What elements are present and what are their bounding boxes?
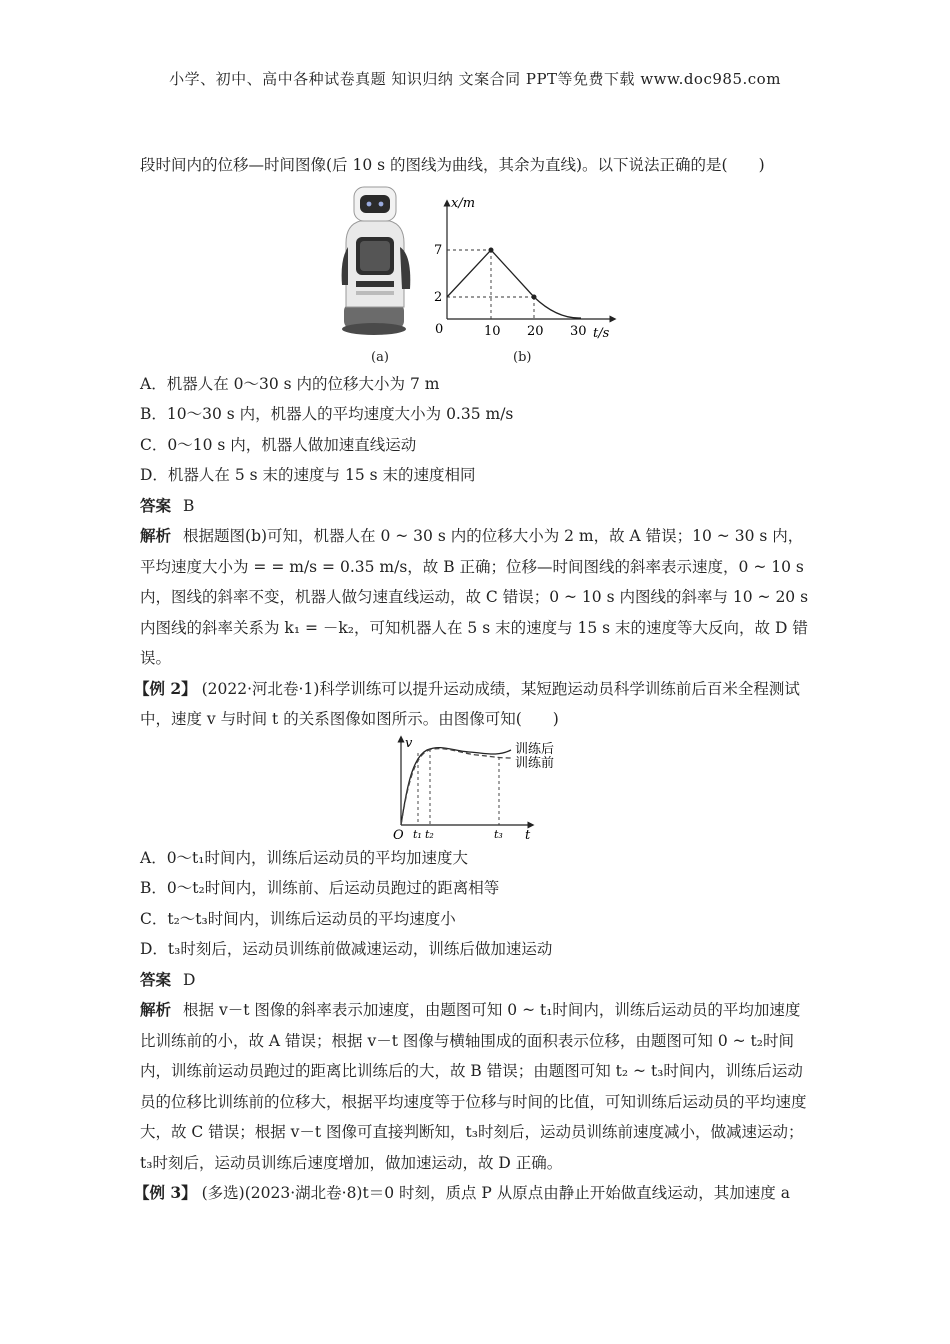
t2-label: t₂ (425, 827, 434, 841)
vt-graph (393, 735, 573, 843)
q2-option-d: D．t₃时刻后，运动员训练前做减速运动，训练后做加速运动 (140, 940, 553, 958)
y-axis-label: x/m (451, 195, 476, 211)
q1-figure (140, 183, 812, 365)
point-10-7 (489, 247, 494, 252)
q1-option-a: A．机器人在 0～30 s 内的位移大小为 7 m (140, 374, 440, 393)
q2-option-a: A．0～t₁时间内，训练后运动员的平均加速度大 (140, 848, 468, 867)
t3-label: t₃ (494, 827, 503, 841)
q1-option-b: B．10～30 s 内，机器人的平均速度大小为 0.35 m/s (140, 405, 514, 423)
q2-option-c: C．t₂～t₃时间内，训练后运动员的平均速度小 (140, 909, 456, 928)
caption-b: (b) (513, 349, 532, 365)
x-tick-20: 20 (527, 323, 544, 339)
q1-answer (140, 491, 812, 522)
q3-stem-text: (多选)(2023·湖北卷·8)t＝0 时刻，质点 P 从原点由静止开始做直线运动，其加速度 a (201, 1184, 790, 1202)
answer-value: B (183, 496, 195, 515)
q3-stem (134, 1178, 812, 1209)
t1-label: t₁ (413, 827, 422, 841)
q1-intro: 段时间内的位移—时间图像(后 10 s 的图线为曲线，其余为直线)。以下说法正确的是( ) (140, 156, 765, 174)
document-body (134, 150, 812, 1209)
answer-value: D (183, 970, 196, 989)
q1-analysis (140, 521, 812, 674)
analysis-text: 根据 v－t 图像的斜率表示加速度，由题图可知 0 ~ t₁时间内，训练后运动员的平均加速度比训练前的小，故 A 错误；根据 v－t 图像与横轴围成的面积表示位移，由题图可知 0 ~ t₂时间内，训练前运动员跑过的距离比训练后的大，故 B 错误；由题图可知 t₂ ~ t₃时间内，训练后运动员的位移比训练前的位移大，根据平均速度等于位移与时间的比值，可知训练后运动员的平均速度大，故 C 错误；根据 v－t 图像可直接判断知，t₃时刻后，运动员训练前速度减小，做减速运动；t₃时刻后，运动员训练后速度增加，做加速运动，故 D 正确。 (140, 1001, 807, 1172)
q2-answer (140, 965, 812, 996)
page-header: 小学、初中、高中各种试卷真题 知识归纳 文案合同 PPT等免费下载 www.doc985.com (169, 70, 781, 88)
q2-figure (140, 735, 812, 843)
example-label: 【例 3】 (134, 1183, 197, 1202)
xt-graph (427, 191, 627, 341)
point-20-2 (532, 294, 537, 299)
analysis-label: 解析 (140, 526, 172, 545)
y-tick-2: 2 (434, 289, 443, 305)
t-axis-label: t (525, 827, 531, 843)
origin-label: 0 (435, 321, 444, 337)
caption-a: (a) (371, 349, 389, 365)
x-tick-10: 10 (484, 323, 501, 339)
curve-after (401, 747, 511, 824)
analysis-label: 解析 (140, 1000, 172, 1019)
q2-analysis (140, 995, 812, 1178)
x-axis-label: t/s (593, 325, 610, 341)
y-tick-7: 7 (434, 242, 443, 258)
answer-label: 答案 (140, 495, 172, 515)
example-label: 【例 2】 (134, 678, 197, 698)
q2-stem (134, 674, 812, 735)
v-origin-label: O (393, 827, 404, 843)
q2-option-b: B．0～t₂时间内，训练前、后运动员跑过的距离相等 (140, 879, 500, 897)
answer-label: 答案 (140, 969, 172, 989)
q2-stem-text: (2022·河北卷·1)科学训练可以提升运动成绩，某短跑运动员科学训练前后百米全程测试中，速度 v 与时间 t 的关系图像如图所示。由图像可知( ) (140, 679, 800, 728)
q1-option-d: D．机器人在 5 s 末的速度与 15 s 末的速度相同 (140, 466, 476, 484)
legend-before: 训练前 (515, 755, 555, 771)
q1-option-c: C．0～10 s 内，机器人做加速直线运动 (140, 435, 417, 454)
legend-after: 训练后 (515, 741, 555, 757)
analysis-text: 根据题图(b)可知，机器人在 0 ~ 30 s 内的位移大小为 2 m，故 A 错误；10 ~ 30 s 内，平均速度大小为 = = m/s = 0.35 m/s，故 B 正确；位移—时间图线的斜率表示速度，0 ~ 10 s 内，图线的斜率不变，机器人做匀速直线运动，故 C 错误；0 ~ 10 s 内图线的斜率与 10 ~ 20 s 内图线的斜率关系为 k₁ = －k₂，可知机器人在 5 s 末的速度与 15 s 末的速度等大反向，故 D 错误。 (140, 527, 809, 667)
v-axis-label: v (405, 735, 413, 751)
xt-line (447, 250, 581, 318)
x-tick-30: 30 (570, 323, 587, 339)
